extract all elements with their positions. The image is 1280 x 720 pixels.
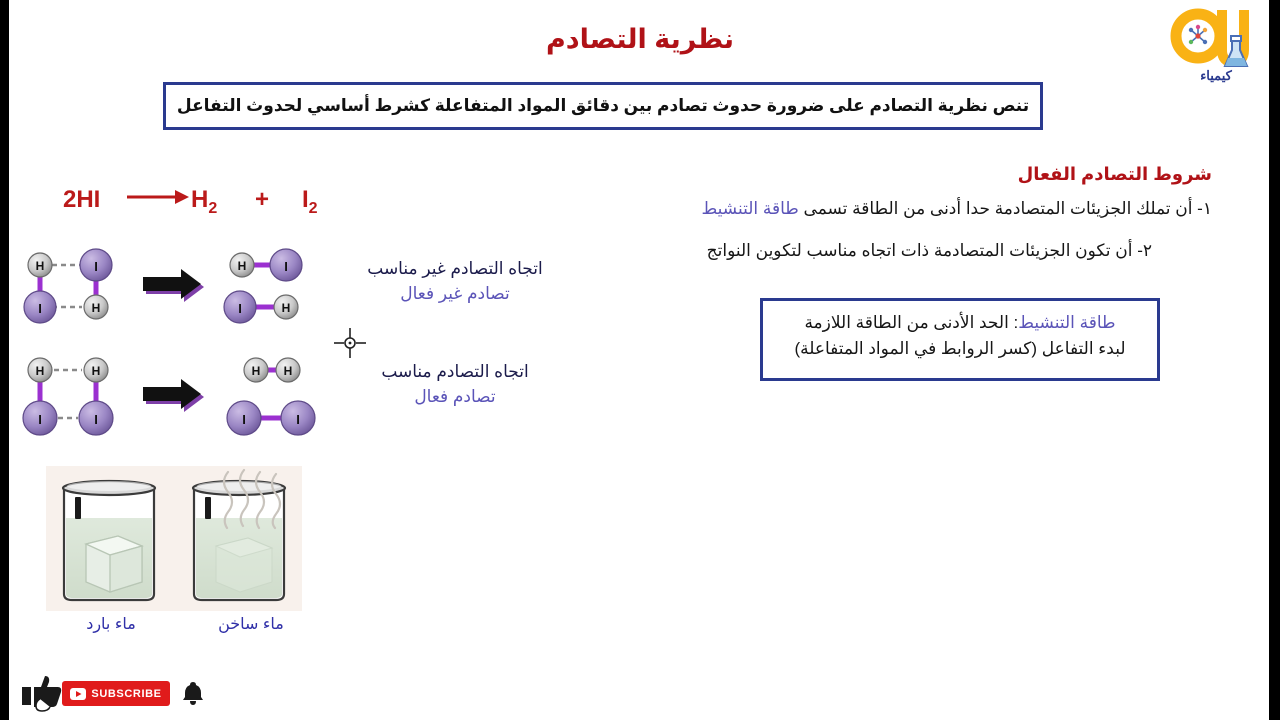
svg-text:H: H <box>91 301 101 315</box>
collision-result-label: تصادم فعال <box>414 386 496 406</box>
svg-text:H: H <box>35 364 45 378</box>
product-1-subscript: 2 <box>208 199 218 217</box>
page-title: نظرية التصادم <box>545 24 735 54</box>
thumbs-up-icon[interactable] <box>20 673 64 713</box>
svg-text:H: H <box>237 259 247 273</box>
reaction-arrow-icon <box>127 186 189 214</box>
sugar-cube-dissolving <box>216 538 272 592</box>
statement-text: تنص نظرية التصادم على ضرورة حدوث تصادم بين دقائق المواد المتفاعلة كشرط أساسي لحدوث التفاعل <box>176 96 1030 115</box>
collision-label-ineffective <box>340 257 570 306</box>
equation-plus-sign: + <box>255 186 270 213</box>
sugar-cube-solid <box>86 536 142 592</box>
definition-line-2: لبدء التفاعل (كسر الروابط في المواد المتفاعلة) <box>794 339 1126 359</box>
svg-text:H: H <box>251 364 261 378</box>
condition-item-2: ٢- أن تكون الجزيئات المتصادمة ذات اتجاه مناسب لتكوين النواتج <box>706 241 1152 260</box>
svg-text:I: I <box>94 412 98 427</box>
bell-icon[interactable] <box>182 680 204 706</box>
activation-energy-definition-box <box>760 298 1160 381</box>
condition-1-text: ١- أن تملك الجزيئات المتصادمة حدا أدنى من الطاقة تسمى <box>798 199 1212 218</box>
svg-text:I: I <box>242 412 246 427</box>
thermometer-icon <box>75 497 81 519</box>
equation-product-1 <box>191 186 217 218</box>
equation-product-2 <box>302 186 318 218</box>
definition-term: طاقة التنشيط <box>1018 313 1116 332</box>
svg-text:I: I <box>38 412 42 427</box>
definition-line-1-rest: : الحد الأدنى من الطاقة اللازمة <box>804 313 1019 332</box>
transform-arrow-icon <box>143 269 204 302</box>
equation-reactant: 2HI <box>63 186 101 213</box>
svg-text:H: H <box>281 301 291 315</box>
collision-diagram-ineffective <box>14 236 344 336</box>
letterbox-left <box>0 0 9 720</box>
beaker-hot <box>193 470 285 600</box>
svg-text:I: I <box>238 301 242 316</box>
product-2-symbol: I <box>302 186 309 213</box>
svg-text:H: H <box>283 364 293 378</box>
collision-diagram-effective <box>14 346 344 446</box>
definition-line-1 <box>763 310 1157 336</box>
svg-text:I: I <box>94 259 98 274</box>
beaker-cold-label: ماء بارد <box>86 616 136 633</box>
product-1-symbol: H <box>191 186 209 213</box>
svg-text:H: H <box>35 259 45 273</box>
svg-text:I: I <box>296 412 300 427</box>
channel-logo <box>1170 4 1262 84</box>
beaker-hot-label: ماء ساخن <box>218 616 284 633</box>
condition-item-1 <box>702 199 1212 219</box>
product-2-subscript: 2 <box>308 199 318 217</box>
collision-direction-label: اتجاه التصادم مناسب <box>381 362 529 381</box>
chemical-equation <box>55 186 345 224</box>
thermometer-icon <box>205 497 211 519</box>
beaker-cold <box>63 481 155 600</box>
statement-box <box>163 82 1043 130</box>
activation-energy-highlight: طاقة التنشيط <box>701 199 799 218</box>
beakers-illustration <box>46 466 302 611</box>
youtube-play-icon <box>70 688 86 700</box>
logo-caption: كيمياء <box>1200 68 1232 83</box>
collision-direction-label: اتجاه التصادم غير مناسب <box>367 259 543 278</box>
subscribe-button[interactable] <box>62 681 170 706</box>
crosshair-cursor-icon <box>333 327 367 359</box>
collision-result-label: تصادم غير فعال <box>400 283 510 303</box>
collision-label-effective <box>340 360 570 409</box>
svg-text:H: H <box>91 364 101 378</box>
logo-svg <box>1170 4 1262 84</box>
conditions-heading: شروط التصادم الفعال <box>1017 164 1212 184</box>
transform-arrow-icon <box>143 379 204 412</box>
letterbox-right <box>1269 0 1280 720</box>
svg-text:I: I <box>284 259 288 274</box>
subscribe-label: SUBSCRIBE <box>91 687 162 700</box>
svg-text:I: I <box>38 301 42 316</box>
